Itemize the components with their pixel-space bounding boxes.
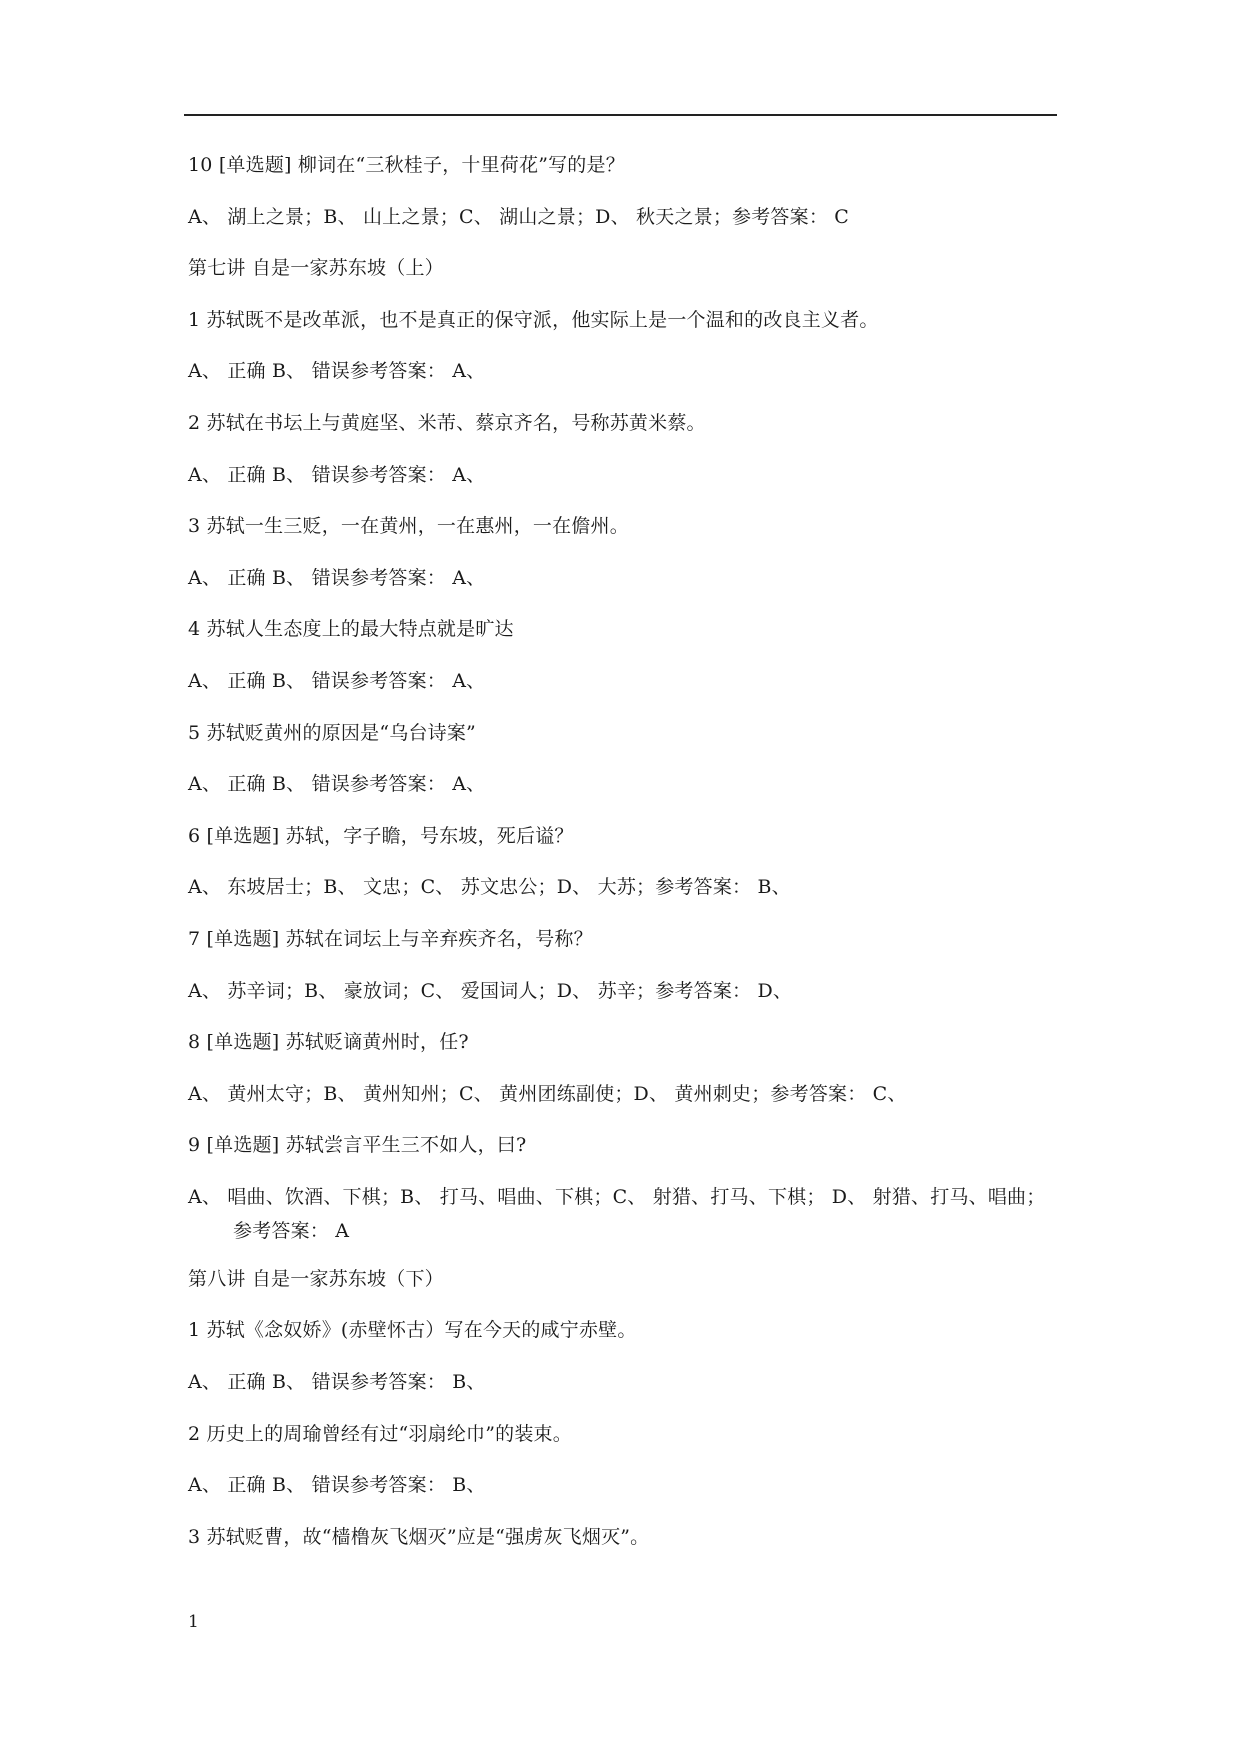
lecture-7-question-7: 7 [单选题] 苏轼在词坛上与辛弃疾齐名，号称？	[188, 927, 593, 950]
lecture-7-question-8: 8 [单选题] 苏轼贬谪黄州时，任?	[188, 1031, 469, 1054]
lecture-7-question-3: 3 苏轼一生三贬，一在黄州，一在惠州，一在儋州。	[188, 515, 629, 538]
lecture-8-heading: 第八讲 自是一家苏东坡（下）	[188, 1267, 444, 1290]
lecture-7-question-1: 1 苏轼既不是改革派，也不是真正的保守派，他实际上是一个温和的改良主义者。	[188, 308, 879, 331]
lecture-7-question-4: 4 苏轼人生态度上的最大特点就是旷达	[188, 618, 514, 641]
lecture-8-answer-2: A、 正确 B、 错误参考答案： B、	[188, 1474, 486, 1497]
lecture-8-question-1: 1 苏轼《念奴娇》(赤壁怀古）写在今天的咸宁赤壁。	[188, 1319, 637, 1342]
document-body	[188, 152, 1063, 1575]
header-rule	[184, 114, 1057, 116]
lecture-7-question-2: 2 苏轼在书坛上与黄庭坚、米芾、蔡京齐名，号称苏黄米蔡。	[188, 411, 706, 434]
lecture-7-question-6: 6 [单选题] 苏轼，字子瞻，号东坡，死后谥？	[188, 824, 574, 847]
lecture-7-answer-5: A、 正确 B、 错误参考答案： A、	[188, 773, 486, 796]
lecture-7-question-9: 9 [单选题] 苏轼尝言平生三不如人，曰?	[188, 1134, 527, 1157]
lecture-7-question-5: 5 苏轼贬黄州的原因是“乌台诗案”	[188, 721, 476, 744]
lecture-7-options-7: A、 苏辛词；B、 豪放词；C、 爱国词人；D、 苏辛；参考答案： D、	[188, 979, 793, 1002]
lecture-8-answer-1: A、 正确 B、 错误参考答案： B、	[188, 1371, 486, 1394]
question-10-prompt: 10 [单选题] 柳词在“三秋桂子，十里荷花”写的是？	[188, 154, 625, 176]
lecture-7-answer-4: A、 正确 B、 错误参考答案： A、	[188, 669, 486, 692]
lecture-7-options-9: A、 唱曲、饮酒、下棋；B、 打马、唱曲、下棋；C、 射猎、打马、下棋； D、 射猎、打马、唱曲；参考答案： A	[188, 1185, 1046, 1242]
lecture-7-answer-1: A、 正确 B、 错误参考答案： A、	[188, 360, 486, 383]
lecture-8-question-2: 2 历史上的周瑜曾经有过“羽扇纶巾”的装束。	[188, 1422, 572, 1445]
lecture-7-options-6: A、 东坡居士；B、 文忠；C、 苏文忠公；D、 大苏；参考答案： B、	[188, 876, 791, 899]
lecture-7-answer-2: A、 正确 B、 错误参考答案： A、	[188, 463, 486, 486]
question-10-options: A、 湖上之景；B、 山上之景；C、 湖山之景；D、 秋天之景；参考答案： C	[188, 205, 849, 228]
lecture-7-answer-3: A、 正确 B、 错误参考答案： A、	[188, 566, 486, 589]
lecture-8-question-3: 3 苏轼贬曹，故“樯橹灰飞烟灭”应是“强虏灰飞烟灭”。	[188, 1525, 650, 1548]
lecture-7-heading: 第七讲 自是一家苏东坡（上）	[188, 257, 444, 280]
lecture-7-options-8: A、 黄州太守；B、 黄州知州；C、 黄州团练副使；D、 黄州刺史；参考答案： C、	[188, 1082, 907, 1105]
page-number: 1	[188, 1612, 199, 1632]
